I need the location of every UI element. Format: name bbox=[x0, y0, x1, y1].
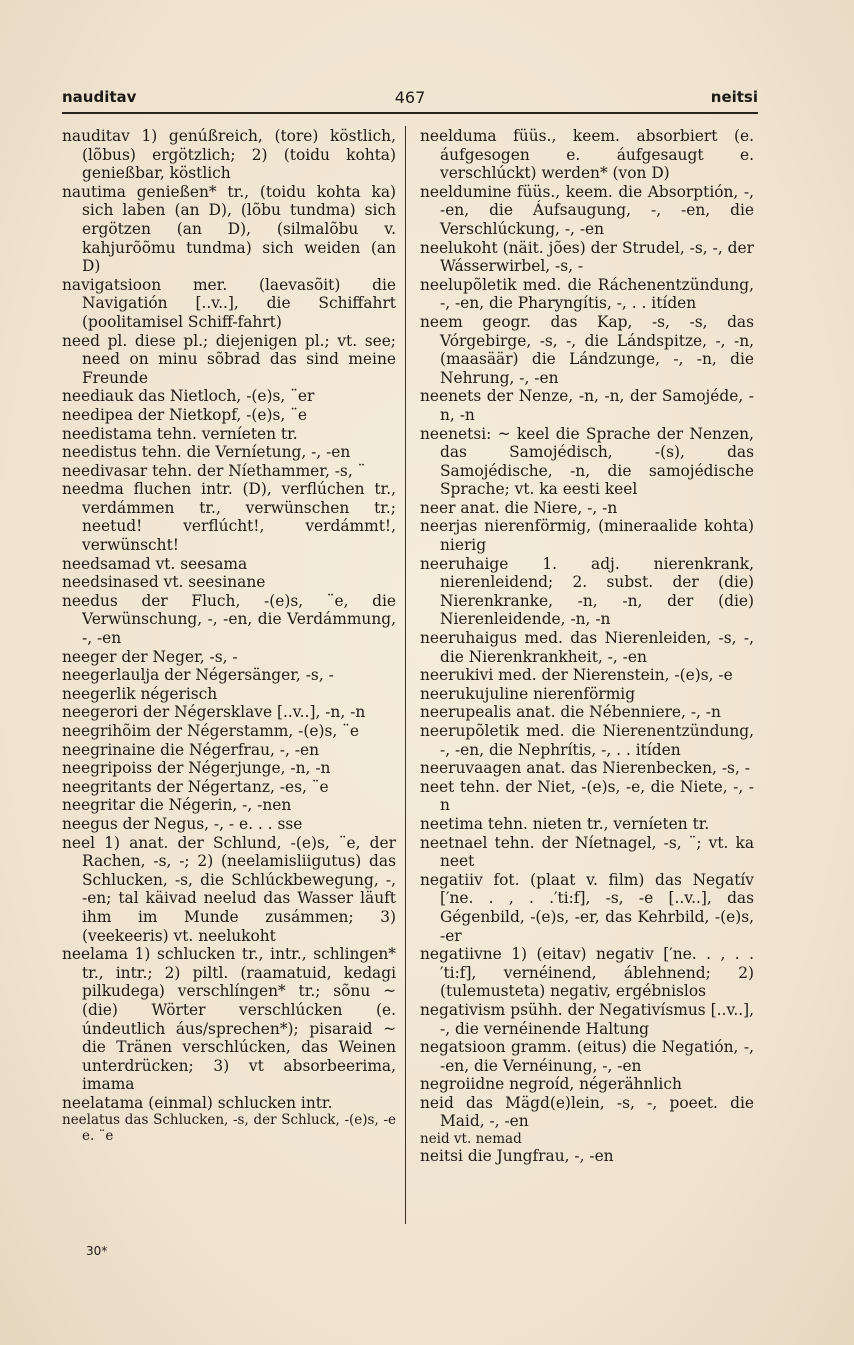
dictionary-entry: neelukoht (näit. jões) der Strudel, -s, -, der Wásserwirbel, -s, - bbox=[420, 238, 754, 276]
dictionary-entry: negatsioon gramm. (eitus) die Negatión, -, -en, die Vernéinung, -, -en bbox=[420, 1038, 754, 1075]
dictionary-entry: neeruvaagen anat. das Nierenbecken, -s, - bbox=[420, 759, 750, 778]
dictionary-entry: neelatus das Schlucken, -s, der Schluck, -(e)s, -e e. ¨e bbox=[62, 1112, 396, 1145]
dictionary-entry: negativism psühh. der Negativísmus [..v..], -, die vernéinende Haltung bbox=[420, 1000, 754, 1038]
dictionary-entry: neeruhaige 1. adj. nierenkrank, nierenleidend; 2. subst. der (die) Nierenkranke, -n, -n, der (die) Nierenleidende, -n, -n bbox=[420, 554, 754, 629]
header-last-entry: neitsi bbox=[710, 88, 758, 106]
dictionary-entry: negatiivne 1) (eitav) negativ [′ne. . , . .′ti:f], vernéinend, áblehnend; 2) (tulemusteta) negativ, ergébnislos bbox=[420, 945, 754, 1001]
dictionary-entry: needistama tehn. verníeten tr. bbox=[62, 424, 298, 443]
dictionary-entry: neet tehn. der Niet, -(e)s, -e, die Niete, -, -n bbox=[420, 777, 754, 815]
dictionary-entry: neid das Mägd(e)lein, -s, -, poeet. die Maid, -, -en bbox=[420, 1093, 754, 1131]
dictionary-entry: neegritants der Négertanz, -es, ¨e bbox=[62, 777, 329, 796]
dictionary-entry: neitsi die Jungfrau, -, -en bbox=[420, 1147, 614, 1166]
dictionary-entry: needma fluchen intr. (D), verflúchen tr., verdámmen tr., verwünschen tr.; neetud! verflúcht!, verdámmt!, verwünscht! bbox=[62, 480, 396, 555]
dictionary-entry: neegerlik négerisch bbox=[62, 684, 218, 703]
printer-signature: 30* bbox=[86, 1244, 108, 1258]
left-column bbox=[62, 127, 396, 1144]
dictionary-entry: neegripoiss der Négerjunge, -n, -n bbox=[62, 759, 331, 778]
dictionary-entry: neegerlaulja der Négersänger, -s, - bbox=[62, 666, 334, 685]
dictionary-entry: neetnael tehn. der Níetnagel, -s, ¨; vt. ka neet bbox=[420, 833, 754, 871]
dictionary-entry: neegus der Negus, -, - e. . . sse bbox=[62, 814, 303, 833]
column-divider bbox=[405, 126, 406, 1224]
dictionary-entry: needsinased vt. seesinane bbox=[62, 573, 266, 592]
dictionary-entry: neegerori der Négersklave [..v..], -n, -n bbox=[62, 703, 366, 722]
header-first-entry: nauditav bbox=[62, 88, 137, 106]
dictionary-entry: navigatsioon mer. (laevasõit) die Navigatión [..v..], die Schiffahrt (poolitamisel Schiff-fahrt) bbox=[62, 275, 396, 331]
dictionary-entry: neenets der Nenze, -n, -n, der Samojéde, -n, -n bbox=[420, 387, 754, 424]
dictionary-entry: neelduma füüs., keem. absorbiert (e. áufgesogen e. áufgesaugt e. verschlúckt) werden* (von D) bbox=[420, 127, 754, 183]
dictionary-entry: needus der Fluch, -(e)s, ¨e, die Verwünschung, -, -en, die Verdámmung, -, -en bbox=[62, 591, 396, 648]
dictionary-entry: neerjas nierenförmig, (mineraalide kohta) nierig bbox=[420, 517, 754, 555]
dictionary-entry: neediauk das Nietloch, -(e)s, ¨er bbox=[62, 387, 315, 406]
dictionary-entry: neegrihõim der Négerstamm, -(e)s, ¨e bbox=[62, 722, 359, 740]
dictionary-entry: neegrinaine die Négerfrau, -, -en bbox=[62, 740, 319, 759]
dictionary-entry: neelama 1) schlucken tr., intr., schlingen* tr., intr.; 2) piltl. (raamatuid, kedagi pilkudega) verschlíngen* tr.; sõnu ~ (die) Wörter verschlúcken (e. úndeutlich áus/sprechen*); pisaraid ~ die Tränen verschlúcken, das Weinen unterdrücken; 3) vt absorbeerima, imama bbox=[62, 945, 396, 1094]
dictionary-entry: neenetsi: ~ keel die Sprache der Nenzen, das Samojédisch, -(s), das Samojédische, -n, die samojédische Sprache; vt. ka eesti keel bbox=[420, 424, 754, 499]
dictionary-entry: neerukivi med. der Nierenstein, -(e)s, -e bbox=[420, 666, 733, 685]
dictionary-entry: neetima tehn. nieten tr., verníeten tr. bbox=[420, 814, 710, 833]
dictionary-entry: neeldumine füüs., keem. die Absorptión, -, -en, die Áufsaugung, -, -en, die Verschlúckung, -, -en bbox=[420, 182, 754, 238]
dictionary-entry: neid vt. nemad bbox=[420, 1131, 522, 1148]
dictionary-entry: neem geogr. das Kap, -s, -s, das Vórgebirge, -s, -, die Lándspitze, -, -n, (maasäär) die Lándzunge, -, -n, die Nehrung, -, -en bbox=[420, 312, 754, 387]
dictionary-entry: nauditav 1) genúßreich, (tore) köstlich, (lõbus) ergötzlich; 2) (toidu kohta) genießbar, köstlich bbox=[62, 127, 396, 183]
page-number: 467 bbox=[394, 88, 426, 107]
dictionary-entry: neerupõletik med. die Nierenentzündung, -, -en, die Nephrítis, -, . . itíden bbox=[420, 722, 754, 759]
dictionary-entry: needivasar tehn. der Níethammer, -s, ¨ bbox=[62, 461, 366, 480]
dictionary-entry: nautima genießen* tr., (toidu kohta ka) sich laben (an D), (lõbu tundma) sich ergötzen (an D), (silmalõbu v. kahjurõõmu tundma) sich weiden (an D) bbox=[62, 182, 396, 276]
dictionary-entry: neer anat. die Niere, -, -n bbox=[420, 498, 618, 517]
dictionary-entry: neegritar die Négerin, -, -nen bbox=[62, 796, 292, 815]
dictionary-entry: neelatama (einmal) schlucken intr. bbox=[62, 1093, 333, 1112]
dictionary-entry: needsamad vt. seesama bbox=[62, 554, 248, 573]
dictionary-entry: neerupealis anat. die Nébenniere, -, -n bbox=[420, 703, 721, 722]
right-column bbox=[420, 127, 754, 1166]
dictionary-entry: neeger der Neger, -s, - bbox=[62, 647, 238, 666]
dictionary-entry: neel 1) anat. der Schlund, -(e)s, ¨e, der Rachen, -s, -; 2) (neelamisliigutus) das Schlucken, -s, die Schlúckbewegung, -, -en; tal käivad neelud das Wasser läuft ihm im Munde zusámmen; 3) (veekeeris) vt. neelukoht bbox=[62, 833, 396, 945]
dictionary-entry: negroiidne negroíd, négerähnlich bbox=[420, 1075, 682, 1094]
dictionary-entry: neeruhaigus med. das Nierenleiden, -s, -, die Nierenkrankheit, -, -en bbox=[420, 629, 754, 666]
dictionary-entry: negatiiv fot. (plaat v. film) das Negatív [′ne. . , . .′ti:f], -s, -e [..v..], das Gégenbild, -(e)s, -er, das Kehrbild, -(e)s, -er bbox=[420, 870, 754, 945]
page-header bbox=[62, 86, 758, 114]
dictionary-entry: neerukujuline nierenförmig bbox=[420, 684, 636, 703]
dictionary-entry: needipea der Nietkopf, -(e)s, ¨e bbox=[62, 405, 308, 424]
dictionary-entry: need pl. diese pl.; diejenigen pl.; vt. see; need on minu sõbrad das sind meine Freunde bbox=[62, 331, 396, 387]
dictionary-entry: needistus tehn. die Verníetung, -, -en bbox=[62, 443, 351, 462]
dictionary-entry: neelupõletik med. die Ráchenentzündung, -, -en, die Pharyngítis, -, . . itíden bbox=[420, 275, 754, 313]
